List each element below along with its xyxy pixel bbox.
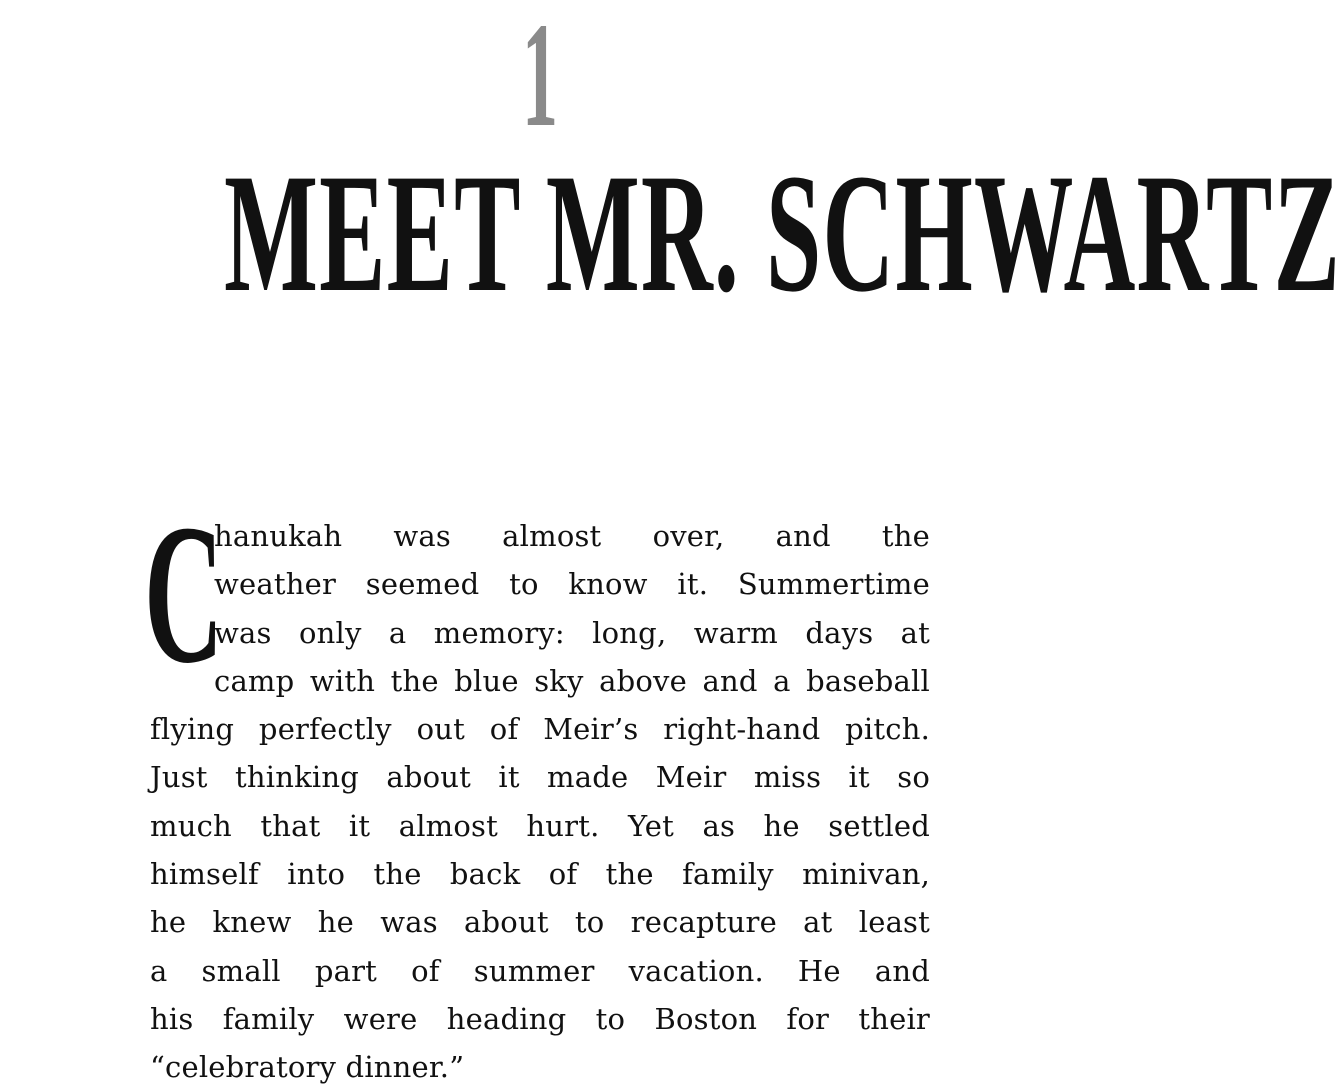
drop-cap: C <box>144 484 224 705</box>
body-line: a small part of summer vacation. He and <box>150 953 930 988</box>
body-line: himself into the back of the family minivan, <box>150 857 930 892</box>
chapter-number: 1 <box>522 0 558 158</box>
body-line: Just thinking about it made Meir miss it so <box>150 760 930 795</box>
body-line: much that it almost hurt. Yet as he settled <box>150 808 930 843</box>
body-line: his family were heading to Boston for their <box>150 1001 930 1036</box>
body-line: hanukah was almost over, and the <box>214 519 930 553</box>
chapter-title: MEET MR. SCHWARTZ <box>224 139 1341 327</box>
body-line: flying perfectly out of Meir’s right-hand pitch. <box>150 712 930 747</box>
body-line: “celebratory dinner.” <box>150 1050 465 1085</box>
chapter-body <box>144 484 930 1092</box>
body-line: camp with the blue sky above and a baseball <box>214 663 930 698</box>
body-line: he knew he was about to recapture at least <box>150 905 930 940</box>
body-line: weather seemed to know it. Summertime <box>214 567 930 602</box>
body-line: was only a memory: long, warm days at <box>214 615 930 650</box>
